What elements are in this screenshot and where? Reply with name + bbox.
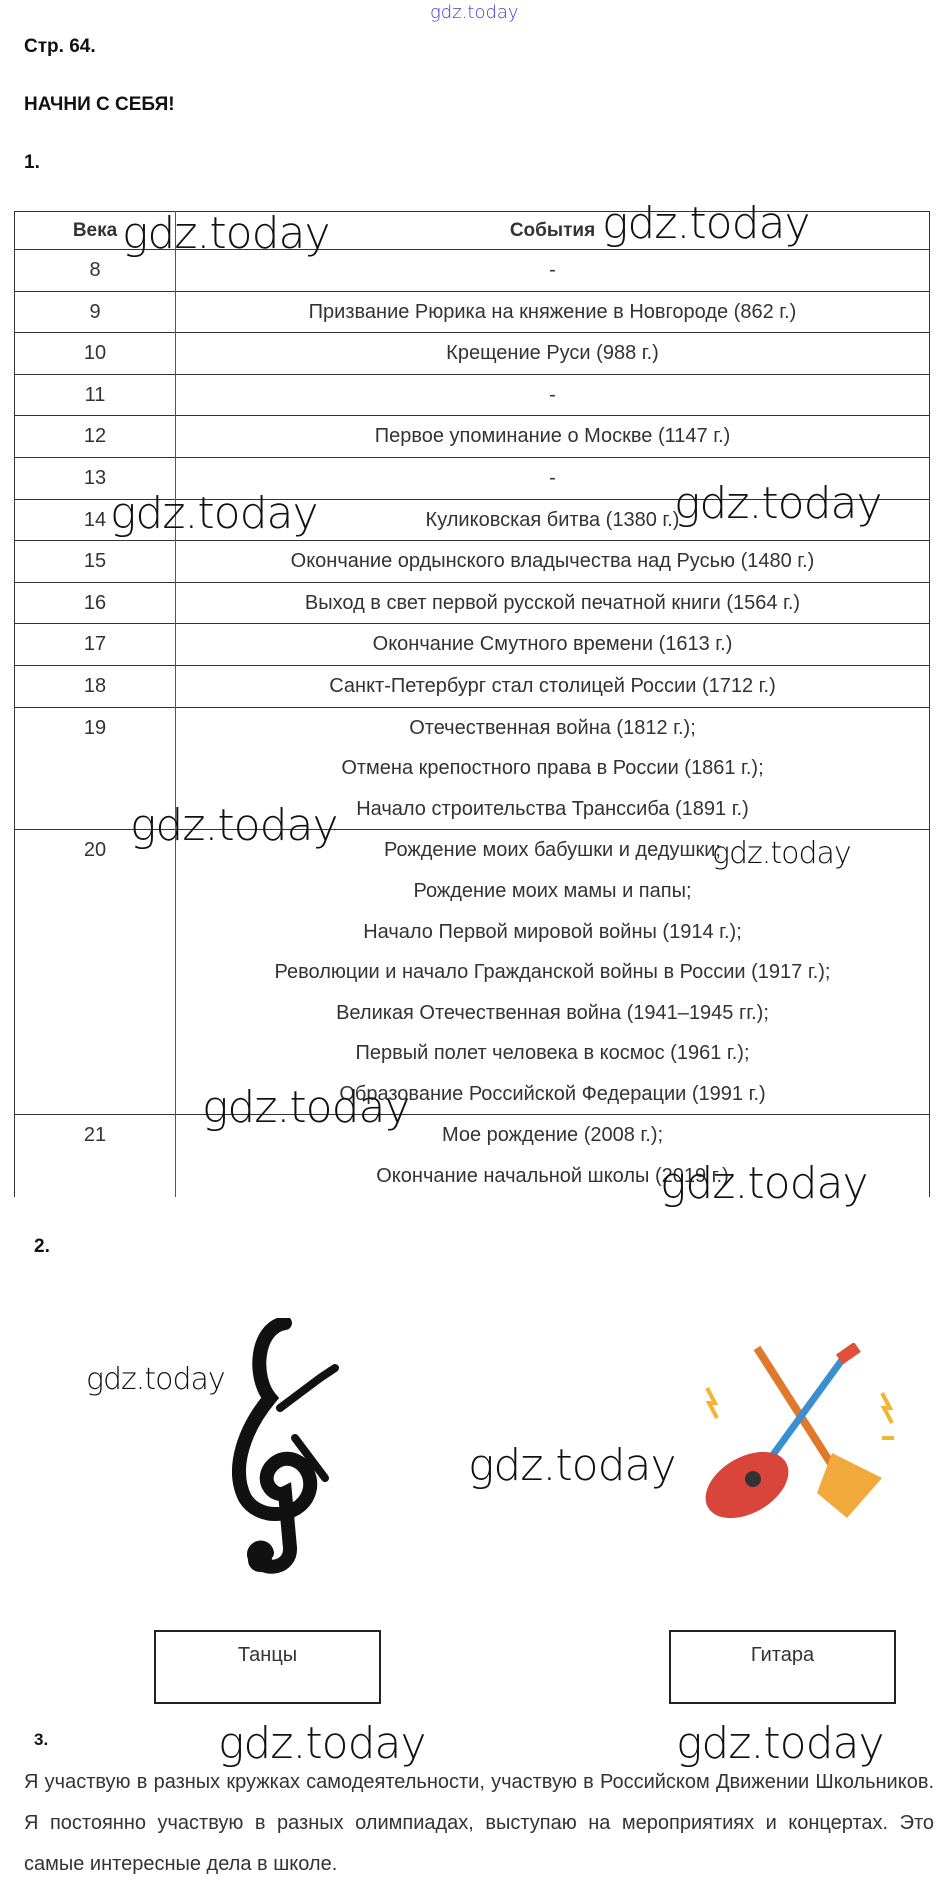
watermark: gdz.today — [660, 1158, 868, 1209]
page-label: Стр. 64. — [24, 36, 96, 57]
table-row — [15, 830, 930, 1115]
watermark: gdz.today — [218, 1718, 426, 1769]
century-cell: 9 — [15, 291, 176, 333]
event-line: Революции и начало Гражданской войны в России (1917 г.); — [274, 961, 831, 984]
century-cell: 15 — [15, 541, 176, 583]
events-cell — [176, 374, 930, 416]
event-line: Начало строительства Транссиба (1891 г.) — [356, 797, 749, 820]
event-line: Отмена крепостного права в России (1861 г.); — [341, 757, 764, 780]
table-row — [15, 707, 930, 830]
watermark: gdz.today — [202, 1082, 410, 1133]
event-line: Окончание начальной школы (2019 г.) — [376, 1165, 729, 1188]
task2-number: 2. — [34, 1236, 50, 1257]
event-line: - — [549, 383, 556, 406]
table-row — [15, 1115, 930, 1197]
event-line: Санкт-Петербург стал столицей России (1712 г.) — [329, 674, 776, 697]
events-cell — [176, 457, 930, 499]
event-line: - — [549, 259, 556, 281]
event-line: Великая Отечественная война (1941–1945 гг.); — [336, 1001, 769, 1024]
table-row — [15, 416, 930, 458]
label-dances: Танцы — [237, 1644, 298, 1666]
table-row — [15, 457, 930, 499]
guitars-image — [687, 1343, 917, 1521]
table-row — [15, 582, 930, 624]
watermark: gdz.today — [602, 198, 810, 249]
table-row — [15, 541, 930, 583]
event-line: Выход в свет первой русской печатной книги (1564 г.) — [304, 591, 801, 614]
events-cell — [176, 416, 930, 458]
event-line: Образование Российской Федерации (1991 г.) — [339, 1082, 766, 1105]
top-watermark: gdz.today — [430, 2, 519, 23]
event-line: Первый полет человека в космос (1961 г.); — [355, 1042, 750, 1065]
watermark: gdz.today — [468, 1440, 676, 1491]
table-row — [15, 333, 930, 375]
event-line: Крещение Руси (988 г.) — [446, 342, 659, 365]
events-cell — [176, 707, 930, 830]
events-cell — [176, 333, 930, 375]
century-cell: 13 — [15, 457, 176, 499]
page-title: НАЧНИ С СЕБЯ! — [24, 94, 175, 115]
events-cell — [176, 1115, 930, 1197]
watermark: gdz.today — [676, 1718, 884, 1769]
event-line: Призвание Рюрика на княжение в Новгороде (862 г.) — [308, 300, 797, 323]
table-row — [15, 374, 930, 416]
table-row — [15, 250, 930, 292]
task3-number: 3. — [34, 1730, 49, 1749]
label-box-guitar — [669, 1630, 896, 1704]
header-events: События — [176, 212, 930, 250]
event-line: Куликовская битва (1380 г.) — [425, 508, 680, 531]
label-guitar: Гитара — [750, 1644, 815, 1666]
watermark: gdz.today — [110, 488, 318, 539]
event-line: Рождение моих бабушки и дедушки; — [384, 839, 721, 862]
watermark: gdz.today — [712, 836, 851, 871]
watermark: gdz.today — [86, 1362, 225, 1397]
century-cell: 11 — [15, 374, 176, 416]
table-row — [15, 499, 930, 541]
table-row — [15, 665, 930, 707]
table-row — [15, 624, 930, 666]
century-cell: 16 — [15, 582, 176, 624]
event-line: Рождение моих мамы и папы; — [413, 879, 692, 902]
events-cell — [176, 830, 930, 1115]
label-box-dances — [154, 1630, 381, 1704]
events-cell — [176, 624, 930, 666]
event-line: Отечественная война (1812 г.); — [409, 716, 696, 739]
task1-number: 1. — [24, 152, 40, 173]
event-line: Окончание Смутного времени (1613 г.) — [372, 633, 733, 656]
table-row — [15, 291, 930, 333]
centuries-table — [14, 211, 930, 1197]
century-cell: 19 — [15, 707, 176, 830]
century-cell: 20 — [15, 830, 176, 1115]
watermark: gdz.today — [130, 800, 338, 851]
century-cell: 12 — [15, 416, 176, 458]
century-cell: 14 — [15, 499, 176, 541]
events-cell — [176, 665, 930, 707]
century-cell: 8 — [15, 250, 176, 292]
event-line: Первое упоминание о Москве (1147 г.) — [374, 425, 731, 448]
treble-clef-dancer-image — [225, 1318, 340, 1576]
events-cell — [176, 499, 930, 541]
events-cell — [176, 582, 930, 624]
watermark: gdz.today — [674, 478, 882, 529]
task3-answer: Я участвую в разных кружках самодеятельности, участвую в Российском Движении Школьников. Я постоянно участвую в разных олимпиадах, выступаю на мероприятиях и концертах. Это самые интересные дела в школе. — [24, 1771, 934, 1875]
century-cell: 17 — [15, 624, 176, 666]
event-line: Начало Первой мировой войны (1914 г.); — [363, 920, 742, 943]
event-line: Окончание ордынского владычества над Русью (1480 г.) — [290, 550, 815, 573]
event-line: Мое рождение (2008 г.); — [441, 1124, 664, 1147]
events-cell — [176, 250, 930, 292]
century-cell: 18 — [15, 665, 176, 707]
century-cell: 10 — [15, 333, 176, 375]
header-centuries: Века — [15, 212, 176, 250]
events-cell — [176, 541, 930, 583]
century-cell: 21 — [15, 1115, 176, 1197]
event-line: - — [549, 466, 556, 489]
watermark: gdz.today — [122, 208, 330, 259]
events-cell — [176, 291, 930, 333]
